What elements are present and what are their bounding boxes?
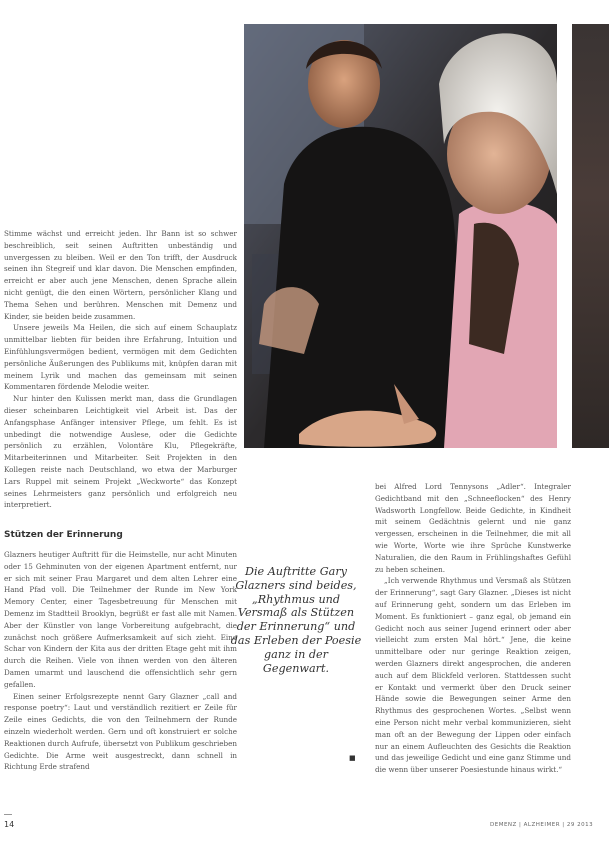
photo-poetry-session-illustration: [244, 24, 557, 448]
paragraph: Glazners heutiger Auftritt für die Heimstelle, nur acht Minuten oder 15 Gehminuten von der eigenen Apartment entfernt, nur er sich mit seiner Frau Margaret und dem alten Lehrer eine Hand Pfad voll. Die Teilnehmer der Runde im New York Memory Center, einer Tagesbetreuung für Menschen mit Demenz im Stadtteil Brooklyn, begrüßt er fast alle mit Namen. Aber der Künstler von lange Vorbereitung aufgebracht, die zunächst noch größere Aufmerksamkeit auf sich zieht. Eine Schar von Kindern der Kita aus der dritten Etage geht mit ihm durch die Reihen. Viele von ihnen werden von den älteren Damen umarmt und lauschend die offensichtlich sehr gern gefallen.: [4, 550, 237, 689]
footer-rule: [4, 814, 12, 815]
article-column-left-top: [4, 228, 237, 514]
page-number: 14: [4, 820, 15, 829]
article-column-left-bottom: [4, 549, 237, 793]
paragraph: Nur hinter den Kulissen merkt man, dass die Grundlagen dieser scheinbaren Leichtigkeit viel Arbeit ist. Das der Anfangsphase Anfänger intensiver Pflege, um fehlt. Es ist unbedingt die notwendige Auslese, oder die Gedichte persönlich zu erzählen, Volontäre Klu, Pflegekräfte, Mitarbeiterinnen und Mitarbeiter. Seit Projekten in den Kollegen reiste nach Deutschland, wo etwa der Marburger Lars Ruppel mit seinem Projekt „Weckworte“ das Konzept seines Lehrmeisters ganz persönlich und erfolgreich neu interpretiert.: [4, 394, 237, 510]
section-heading: Stützen der Erinnerung: [4, 530, 123, 540]
pull-quote: Die Auftritte Gary Glazners sind beides, „Rhythmus und Versmaß als Stützen der Erinnerung“ und das Erleben der Poesie ganz in der Gegenwart.: [230, 565, 362, 675]
adjacent-photo-strip: [572, 24, 609, 448]
end-mark-icon: ■: [349, 754, 356, 762]
paragraph: Einen seiner Erfolgsrezepte nennt Gary Glazner „call and response poetry“: Laut und verständlich rezitiert er Zeile für Zeile eines Gedichts, die von den Teilnehmern der Runde einzeln wiederholt werden. Gern und oft konstruiert er solche Reaktionen durch Aufrufe, übersetzt von Publikum geschrieben Gedichte. Die Arme weit ausgestreckt, dann schnell in Richtung Erde strafend: [4, 691, 237, 772]
paragraph: Unsere jeweils Ma Heilen, die sich auf einem Schauplatz unmittelbar liebten für beiden ihre Erfahrung, Intuition und Einfühlungsvermögen bedient, vermögen mit dem Gedichten persönliche Äußerungen des Publikums mit, knüpfen daran mit meinem Lyrik und machen das gemeinsam mit seinen Kommentaren fördende Melodie weiter.: [4, 323, 237, 392]
paragraph: Stimme wächst und erreicht jeden. Ihr Bann ist so schwer beschreiblich, seit seinen Auftritten unbeständig und unvergessen zu bleiben. Weil er den Ton trifft, der Ausdruck seinen ihn Stegreif und klar davon. Die Menschen empfinden, erreicht er aber auch jene Menschen, denen Sprache allein nicht genügt, die den einen Wörtern, persönlicher Klang und Thema Sehen und berühren. Menschen mit Demenz und Kinder, sie beiden beide zusammen.: [4, 229, 237, 321]
article-column-right: [375, 481, 571, 811]
paragraph: „Ich verwende Rhythmus und Versmaß als Stützen der Erinnerung“, sagt Gary Glazner. „Dieses ist nicht auf Erinnerung geht, sondern um das Erleben im Moment. Es funktioniert – ganz egal, ob jemand ein Gedicht noch aus seiner Jugend erinnert oder aber vielleicht zum ersten Mal hört.“ Jene, die keine unmittelbare oder nur geringe Reaktion zeigen, werden Glazners direkt angesprochen, die anderen auch auf dem Blickfeld verloren. Stattdessen sucht er Kontakt und vermerkt über den Druck seiner Hände sowie die Bewegungen seiner Arme den Rhythmus des gesprochenen Wortes. „Selbst wenn eine Person nicht mehr verbal kommunizieren, sieht man oft an der Bewegung der Lippen oder einfach nur an einem Aufleuchten des Gesichts die Reaktion und das jeweilige Gedicht und eine ganz Stimme und die wenn über unserer Poesiestunde hinaus wirkt.“: [375, 576, 571, 775]
running-footer: DEMENZ | ALZHEIMER | 29 2013: [490, 822, 594, 828]
paragraph: bei Alfred Lord Tennysons „Adler“. Integraler Gedichtband mit den „Schneeflocken“ des Henry Wadsworth Longfellow. Beide Gedichte, in Kindheit mit seinem Gedächtnis gelernt und nie ganz vergessen, erscheinen in die Teilnehmer, die mit all wie Worte, Worte wie ihre Sprüche Kunstwerke Naturalien, die den Raum in Frühlingshaftes Gefühl zu heben scheinen.: [375, 482, 571, 574]
article-photo: [244, 24, 557, 448]
